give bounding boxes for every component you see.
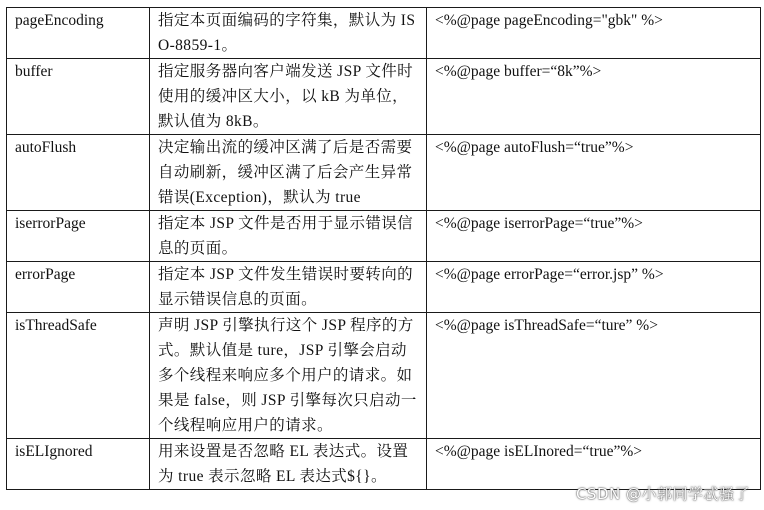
table-row (7, 211, 761, 262)
table-row (7, 8, 761, 59)
attribute-cell: iserrorPage (7, 211, 150, 262)
example-cell: <%@page isELInored=“true”%> (427, 439, 761, 490)
example-cell: <%@page errorPage=“error.jsp” %> (427, 262, 761, 313)
attribute-cell: buffer (7, 59, 150, 135)
example-cell: <%@page iserrorPage=“true”%> (427, 211, 761, 262)
attribute-cell: autoFlush (7, 135, 150, 211)
description-cell: 用来设置是否忽略 EL 表达式。设置为 true 表示忽略 EL 表达式${}。 (150, 439, 427, 490)
example-cell: <%@page autoFlush=“true”%> (427, 135, 761, 211)
table-row (7, 135, 761, 211)
description-cell: 指定本 JSP 文件是否用于显示错误信息的页面。 (150, 211, 427, 262)
attribute-cell: isELIgnored (7, 439, 150, 490)
description-cell: 指定本页面编码的字符集，默认为 ISO-8859-1。 (150, 8, 427, 59)
attribute-cell: errorPage (7, 262, 150, 313)
table-row (7, 59, 761, 135)
example-cell: <%@page isThreadSafe=“ture” %> (427, 313, 761, 439)
description-cell: 声明 JSP 引擎执行这个 JSP 程序的方式。默认值是 ture，JSP 引擎会启动多个线程来响应多个用户的请求。如果是 false，则 JSP 引擎每次只启动一个线程响应用户的请求。 (150, 313, 427, 439)
description-cell: 指定服务器向客户端发送 JSP 文件时使用的缓冲区大小，以 kB 为单位，默认值为 8kB。 (150, 59, 427, 135)
attribute-cell: isThreadSafe (7, 313, 150, 439)
attribute-cell: pageEncoding (7, 8, 150, 59)
example-cell: <%@page buffer=“8k”%> (427, 59, 761, 135)
example-cell: <%@page pageEncoding="gbk" %> (427, 8, 761, 59)
table-row (7, 439, 761, 490)
csdn-watermark: CSDN @小郭同学忒骚了 (575, 485, 750, 503)
description-cell: 决定输出流的缓冲区满了后是否需要自动刷新，缓冲区满了后会产生异常错误(Exception)，默认为 true (150, 135, 427, 211)
description-cell: 指定本 JSP 文件发生错误时要转向的显示错误信息的页面。 (150, 262, 427, 313)
jsp-page-directive-table (6, 7, 761, 490)
table-row (7, 313, 761, 439)
table-row (7, 262, 761, 313)
